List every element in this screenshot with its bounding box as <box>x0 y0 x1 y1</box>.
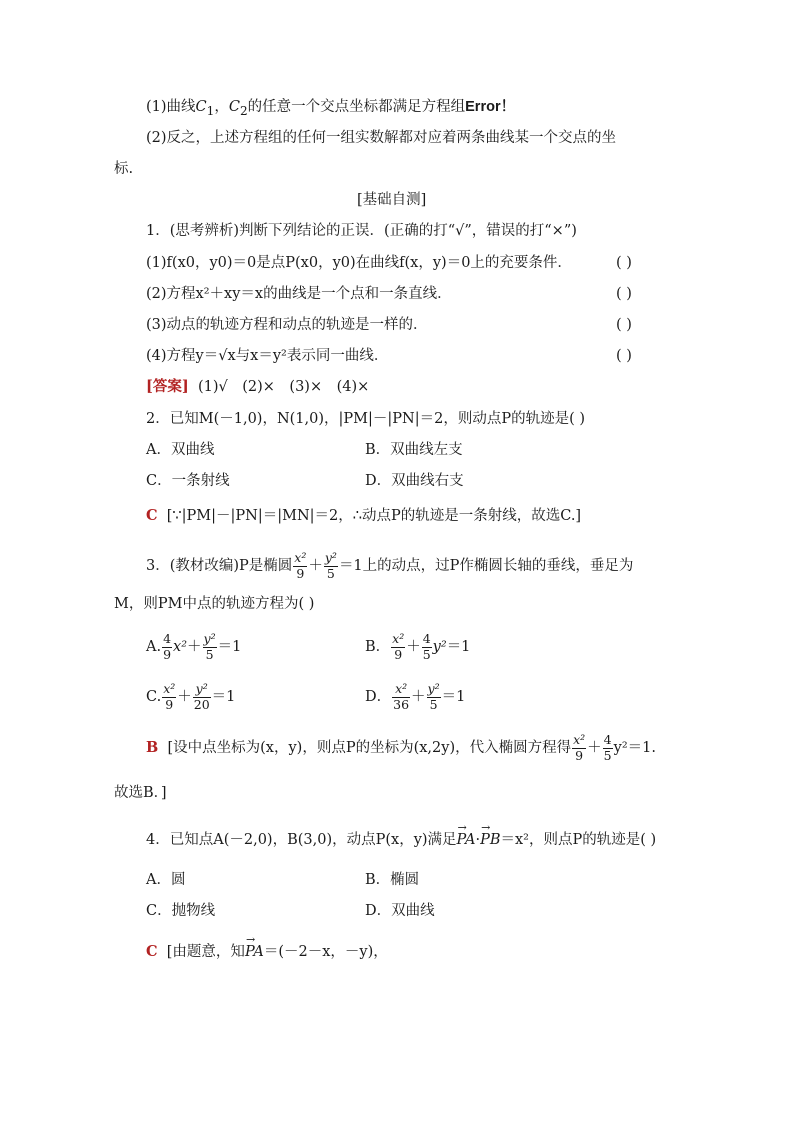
numerator: 4 <box>163 631 172 646</box>
plus: ＋ <box>308 558 323 574</box>
section-title: [基础自测] <box>357 192 427 208</box>
q4-option-b: B．椭圆 <box>365 872 420 888</box>
term: y² <box>432 639 447 655</box>
numerator: x² <box>392 631 405 646</box>
fraction <box>427 683 441 711</box>
intro-line-3: 标. <box>114 161 134 177</box>
fraction <box>391 633 405 661</box>
denominator: 5 <box>429 696 438 712</box>
plus: ＋ <box>587 740 602 756</box>
q2-option-c: C．一条射线 <box>146 473 230 489</box>
fraction <box>603 734 613 762</box>
denominator: 5 <box>205 646 214 662</box>
q1-answer-blank-3: ( ) <box>616 317 632 333</box>
q4-stem <box>146 830 656 850</box>
q1-answer-blank-1: ( ) <box>616 255 632 271</box>
denominator: 5 <box>422 646 431 662</box>
denominator: 36 <box>393 696 410 712</box>
q4-option-a: A．圆 <box>146 872 186 888</box>
equals-one: ＝1 <box>441 689 466 705</box>
q4-answer <box>146 942 388 962</box>
q4-option-c: C．抛物线 <box>146 903 216 919</box>
numerator: x² <box>573 732 586 747</box>
answer-explanation: [设中点坐标为(x，y)，则点P的坐标为(x,2y)，代入椭圆方程得 <box>167 740 572 756</box>
numerator: x² <box>294 550 307 565</box>
fraction <box>572 734 586 762</box>
numerator: y² <box>193 683 211 698</box>
numerator: y² <box>203 631 216 646</box>
vector-pa: → PA <box>245 942 264 962</box>
q1-answer-blank-4: ( ) <box>616 348 632 364</box>
vector-pb: → PB <box>480 830 500 850</box>
q1-item-1: (1)f(x0，y0)＝0是点P(x0，y0)在曲线f(x，y)＝0上的充要条件． <box>146 255 572 271</box>
fraction <box>392 683 410 711</box>
q3-option-a <box>146 633 241 661</box>
fraction <box>293 552 307 580</box>
denominator: 9 <box>163 646 172 662</box>
denominator: 5 <box>326 565 335 581</box>
answer-letter: C <box>146 507 158 524</box>
q1-item-3: (3)动点的轨迹方程和动点的轨迹是一样的． <box>146 317 428 333</box>
q3-answer-cont: 故选B．] <box>114 785 167 801</box>
plus: ＋ <box>406 639 421 655</box>
equals-one: ＝1 <box>211 689 236 705</box>
numerator: x² <box>163 681 176 696</box>
answer-explanation: y²＝1. <box>613 740 656 756</box>
q1-item-4: (4)方程y＝√x与x＝y²表示同一曲线． <box>146 348 389 364</box>
comma: ， <box>214 99 229 115</box>
plus: ＋ <box>411 689 426 705</box>
term: x² <box>173 639 188 655</box>
q3-stem-cont: M，则PM中点的轨迹方程为( ) <box>114 596 315 612</box>
error-text: Error！ <box>465 99 516 115</box>
denominator: 9 <box>575 747 584 763</box>
option-letter: C. <box>146 689 162 705</box>
numerator: 4 <box>603 732 612 747</box>
denominator: 20 <box>193 696 210 712</box>
q3-option-c <box>146 683 235 711</box>
answer-explanation: [∵|PM|－|PN|＝|MN|＝2，∴动点P的轨迹是一条射线，故选C.] <box>166 508 582 524</box>
denominator: 9 <box>296 565 305 581</box>
q2-stem: 2．已知M(－1,0)，N(1,0)，|PM|－|PN|＝2，则动点P的轨迹是( ) <box>146 411 585 427</box>
q2-option-d: D．双曲线右支 <box>365 473 464 489</box>
q4-stem-text: 4．已知点A(－2,0)，B(3,0)，动点P(x，y)满足 <box>146 832 457 848</box>
q3-stem-text: ＝1上的动点，过P作椭圆长轴的垂线，垂足为 <box>338 558 634 574</box>
subscript: 1 <box>206 103 215 118</box>
fraction <box>203 633 217 661</box>
vector-pa: → PA <box>457 830 476 850</box>
q1-answer-blank-2: ( ) <box>616 286 632 302</box>
subscript: 2 <box>239 103 248 118</box>
answer-tag: [答案] <box>146 378 189 395</box>
intro-text: 的任意一个交点坐标都满足方程组 <box>247 99 466 115</box>
fraction <box>193 683 211 711</box>
numerator: 4 <box>422 631 431 646</box>
equals-one: ＝1 <box>446 639 471 655</box>
q4-stem-text: ＝x²，则点P的轨迹是( ) <box>500 832 657 848</box>
dot-product: · <box>475 832 481 848</box>
fraction <box>162 683 176 711</box>
fraction <box>324 552 338 580</box>
intro-text: (1)曲线 <box>146 99 196 115</box>
numerator: y² <box>427 681 440 696</box>
answer-explanation: ＝(－2－x，－y)， <box>263 944 388 960</box>
q3-answer <box>146 734 656 762</box>
intro-line-1 <box>146 97 515 121</box>
option-letter: D． <box>365 689 392 705</box>
q3-stem-text: 3．(教材改编)P是椭圆 <box>146 558 293 574</box>
answer-letter: C <box>146 943 158 960</box>
denominator: 9 <box>394 646 403 662</box>
q1-item-2: (2)方程x²＋xy＝x的曲线是一个点和一条直线． <box>146 286 452 302</box>
q3-stem <box>146 552 633 580</box>
equals-one: ＝1 <box>217 639 242 655</box>
q2-option-b: B．双曲线左支 <box>365 442 463 458</box>
fraction <box>162 633 172 661</box>
curve-c2: C <box>228 99 240 115</box>
denominator: 5 <box>603 747 612 763</box>
numerator: y² <box>324 550 337 565</box>
option-letter: B． <box>365 639 391 655</box>
answer-letter: B <box>146 739 159 756</box>
plus: ＋ <box>187 639 202 655</box>
option-letter: A. <box>146 639 162 655</box>
denominator: 9 <box>165 696 174 712</box>
q1-stem: 1．(思考辨析)判断下列结论的正误．(正确的打“√”，错误的打“×”) <box>146 223 577 239</box>
q4-option-d: D．双曲线 <box>365 903 435 919</box>
q2-option-a: A．双曲线 <box>146 442 215 458</box>
numerator: x² <box>392 683 410 698</box>
curve-c1: C <box>195 99 207 115</box>
plus: ＋ <box>177 689 192 705</box>
fraction <box>422 633 432 661</box>
q1-answer <box>146 377 369 397</box>
answer-text: (1)√ (2)× (3)× (4)× <box>197 379 370 395</box>
intro-line-2: (2)反之，上述方程组的任何一组实数解都对应着两条曲线某一个交点的坐 <box>146 130 617 146</box>
q3-option-d <box>365 683 465 711</box>
answer-explanation: [由题意，知 <box>166 944 245 960</box>
q3-option-b <box>365 633 470 661</box>
q2-answer <box>146 506 581 526</box>
